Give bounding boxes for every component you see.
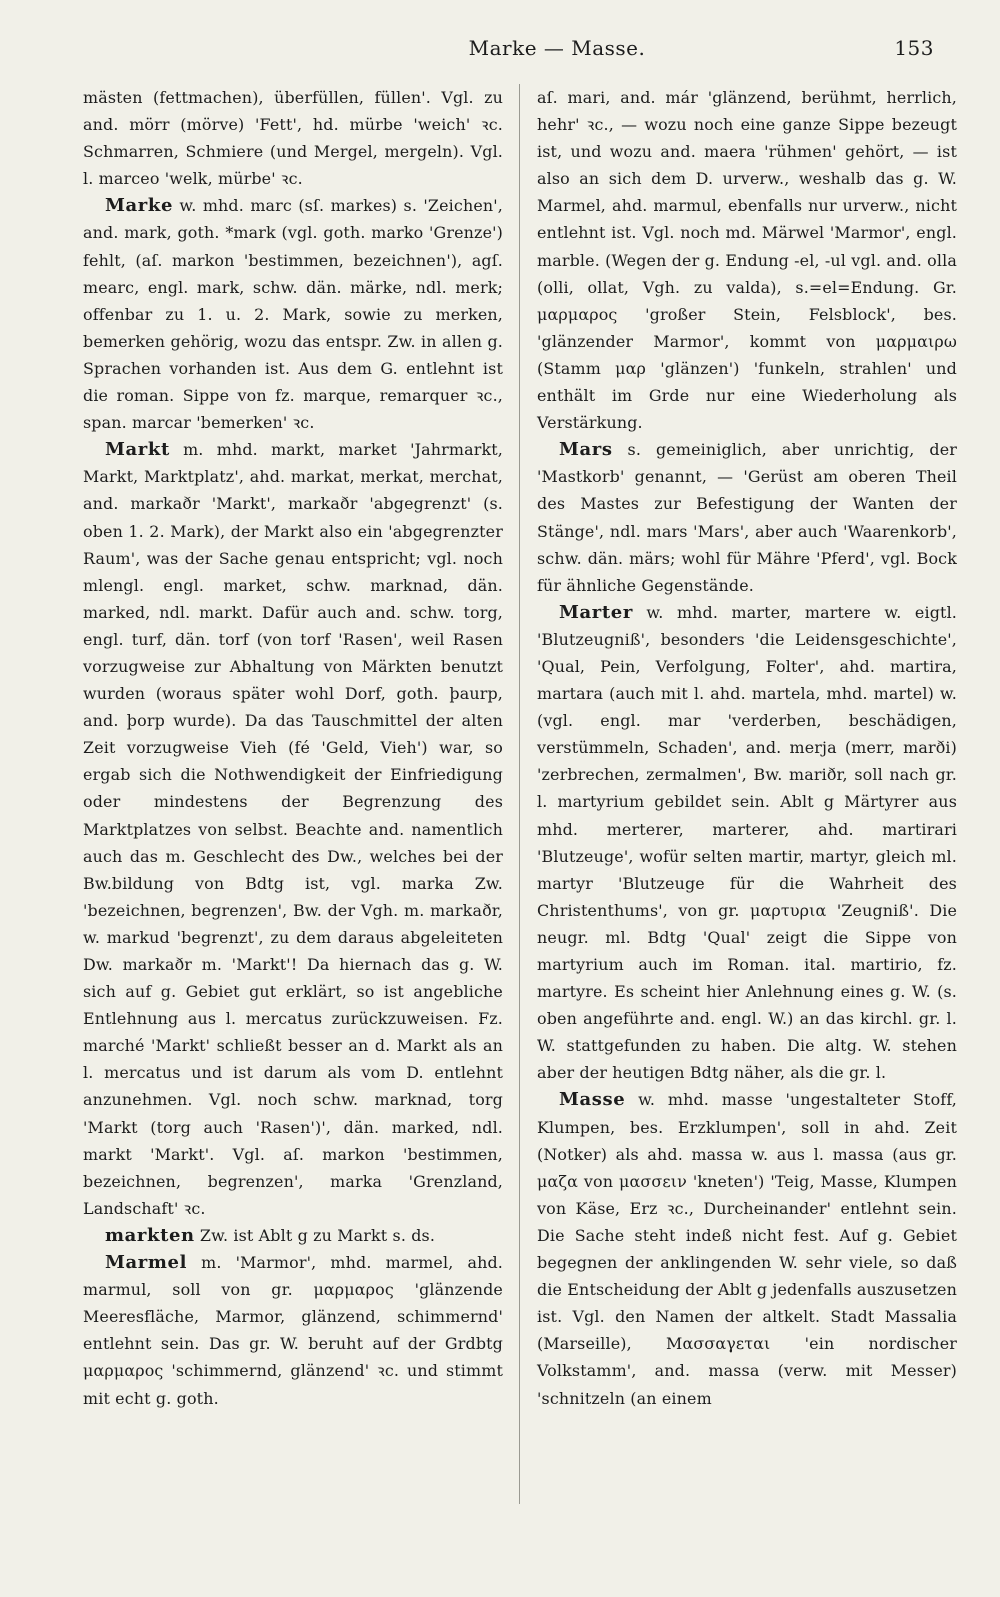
entry-headword: Marmel (105, 1252, 188, 1274)
entry-headword: Masse (559, 1089, 626, 1111)
left-column (83, 84, 503, 1412)
page-number: 153 (894, 36, 934, 60)
entry-markten (83, 1222, 503, 1249)
entry-headword: Marke (105, 195, 173, 217)
entry-text: m. mhd. markt, market 'Jahrmarkt, Markt, Marktplatz', ahd. markat, merkat, merchat, and. markaðr 'Markt', markaðr 'abgegrenzt' (s. oben 1. 2. Mark), der Markt also ein 'abgegrenzter Raum', was der Sache genau entspricht; vgl. noch mlengl. engl. market, schw. marknad, dän. marked, ndl. markt. Dafür auch and. schw. torg, engl. turf, dän. torf (von torf 'Rasen', weil Rasen vorzugweise zur Abhaltung von Märkten benutzt wurden (woraus später wohl Dorf, goth. þaurp, and. þorp wurde). Da das Tauschmittel der alten Zeit vorzugweise Vieh (fé 'Geld, Vieh') war, so ergab sich die Nothwendigkeit der Einfriedigung oder mindestens der Begrenzung des Marktplatzes von selbst. Beachte and. namentlich auch das m. Geschlecht des Dw., welches bei der Bw.bildung von Bdtg ist, vgl. marka Zw. 'bezeichnen, begrenzen', Bw. der Vgh. m. markaðr, w. markud 'begrenzt', zu dem daraus abgeleiteten Dw. markaðr m. 'Markt'! Da hiernach das g. W. sich auf g. Gebiet gut erklärt, so ist angebliche Entlehnung aus l. mercatus zurückzuweisen. Fz. marché 'Markt' schließt besser an d. Markt als an l. mercatus und ist darum als vom D. entlehnt anzunehmen. Vgl. noch schw. marknad, torg 'Markt (torg auch 'Rasen')', dän. marked, ndl. markt 'Markt'. Vgl. aſ. markon 'bestimmen, bezeichnen, begrenzen', marka 'Grenzland, Landschaft' ꝛc. (83, 440, 504, 1218)
entry-text: m. 'Marmor', mhd. marmel, ahd. marmul, soll von gr. μαρμαρος 'glänzende Meeresfläche, Marmor, glänzend, schimmernd' entlehnt sein. Das gr. W. beruht auf der Grdbtg μαρμαρος 'schimmernd, glänzend' ꝛc. und stimmt mit echt g. goth. (83, 1253, 504, 1408)
entry-continuation (83, 84, 503, 192)
entry-markt (83, 436, 503, 1222)
page-header-title: Marke — Masse. (468, 36, 646, 60)
running-head (72, 36, 934, 66)
entry-headword: Marter (559, 601, 633, 623)
entry-text: aſ. mari, and. már 'glänzend, berühmt, herrlich, hehr' ꝛc., — wozu noch eine ganze Sippe bezeugt ist, und wozu and. maera 'rühmen' gehört, — ist also an sich dem D. urverw., weshalb das g. W. Marmel, ahd. marmul, ebenfalls nur urverw., nicht entlehnt ist. Vgl. noch md. Märwel 'Marmor', engl. marble. (Wegen der g. Endung -el, -ul vgl. and. olla (olli, ollat, Vgh. zu valda), s.=el=Endung. Gr. μαρμαρος 'großer Stein, Felsblock', bes. 'glänzender Marmor', kommt von μαρμαιρω (Stamm μαρ 'glänzen') 'funkeln, strahlen' und enthält im Grde nur eine Wiederholung als Verstärkung. (537, 88, 957, 433)
entry-text: s. gemeiniglich, aber unrichtig, der 'Mastkorb' genannt, — 'Gerüst am oberen Theil des Mastes zur Befestigung der Wanten der Stänge', ndl. mars 'Mars', aber auch 'Waarenkorb', schw. dän. märs; wohl für Mähre 'Pferd', vgl. Bock für ähnliche Gegenstände. (537, 440, 958, 595)
entry-text: Zw. ist Ablt g zu Markt s. ds. (199, 1225, 436, 1245)
entry-text: w. mhd. masse 'ungestalteter Stoff, Klumpen, bes. Erzklumpen', soll in ahd. Zeit (Notker) als ahd. massa w. aus l. massa (aus gr. μαζα von μασσειν 'kneten') 'Teig, Masse, Klumpen von Käse, Erz ꝛc., Durcheinander' entlehnt sein. Die Sache steht indeß nicht fest. Auf g. Gebiet begegnen der anklingenden W. sehr viele, so daß die Entscheidung der Ablt g jedenfalls auszusetzen ist. Vgl. den Namen der altkelt. Stadt Massalia (Marseille), Μασσαγεται 'ein nordischer Volkstamm', and. massa (verw. mit Messer) 'schnitzeln (an einem (537, 1090, 957, 1408)
entry-text: w. mhd. marc (sſ. markes) s. 'Zeichen', and. mark, goth. *mark (vgl. goth. marko 'Grenze') fehlt, (aſ. markon 'bestimmen, bezeichnen'), agſ. mearc, engl. mark, schw. dän. märke, ndl. merk; offenbar zu 1. u. 2. Mark, sowie zu merken, bemerken gehörig, wozu das entspr. Zw. in allen g. Sprachen vorhanden ist. Aus dem G. entlehnt ist die roman. Sippe von fz. marque, remarquer ꝛc., span. marcar 'bemerken' ꝛc. (83, 196, 503, 433)
entry-headword: Markt (105, 439, 170, 461)
entry-marke (83, 192, 503, 436)
entry-headword: Mars (559, 439, 613, 461)
entry-mars (537, 436, 957, 599)
entry-text: mästen (fettmachen), überfüllen, füllen'. Vgl. zu and. mörr (mörve) 'Fett', hd. mürbe 'weich' ꝛc. Schmarren, Schmiere (und Mergel, mergeln). Vgl. l. marceo 'welk, mürbe' ꝛc. (83, 88, 503, 189)
entry-continuation (537, 84, 957, 436)
entry-marter (537, 599, 957, 1087)
right-column (537, 84, 957, 1412)
entry-marmel (83, 1249, 503, 1412)
entry-text: w. mhd. marter, martere w. eigtl. 'Blutzeugniß', besonders 'die Leidensgeschichte', 'Qual, Pein, Verfolgung, Folter', ahd. martira, martara (auch mit l. ahd. martela, mhd. martel) w. (vgl. engl. mar 'verderben, beschädigen, verstümmeln, Schaden', and. merja (merr, marði) 'zerbrechen, zermalmen', Bw. mariðr, soll nach gr. l. martyrium gebildet sein. Ablt g Märtyrer aus mhd. merterer, marterer, ahd. martirari 'Blutzeuge', wofür selten martir, martyr, gleich ml. martyr 'Blutzeuge für die Wahrheit des Christenthums', von gr. μαρτυρια 'Zeugniß'. Die neugr. ml. Bdtg 'Qual' zeigt die Sippe von martyrium auch im Roman. ital. martirio, fz. martyre. Es scheint hier Anlehnung eines g. W. (s. oben angeführte and. engl. W.) an das kirchl. gr. l. W. stattgefunden zu haben. Die altg. W. stehen aber der heutigen Bdtg näher, als die gr. l. (537, 602, 957, 1083)
column-divider (519, 84, 520, 1504)
entry-headword: markten (105, 1224, 195, 1246)
entry-masse (537, 1086, 957, 1411)
